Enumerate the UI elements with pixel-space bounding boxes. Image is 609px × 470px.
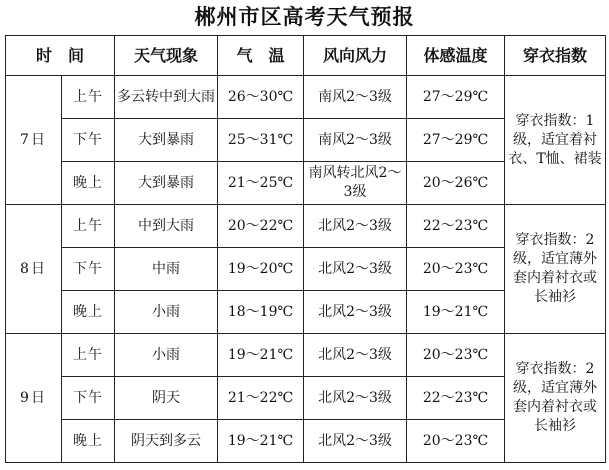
- header-wind: 风向风力: [304, 36, 407, 76]
- day-cell: 8日: [6, 205, 62, 334]
- wind-cell: 北风2～3级: [304, 248, 407, 291]
- period-cell: 下午: [62, 377, 115, 420]
- weather-cell: 大到暴雨: [115, 119, 218, 162]
- forecast-table: [5, 35, 606, 463]
- feel-cell: 27～29℃: [407, 119, 505, 162]
- temp-cell: 19～21℃: [218, 420, 304, 463]
- page-title: 郴州市区高考天气预报: [194, 5, 415, 29]
- weather-cell: 阴天到多云: [115, 420, 218, 463]
- day-cell: 9日: [6, 334, 62, 463]
- table-row: [6, 76, 606, 119]
- header-feel: 体感温度: [407, 36, 505, 76]
- period-cell: 晚上: [62, 162, 115, 205]
- weather-cell: 中雨: [115, 248, 218, 291]
- header-weather: 天气现象: [115, 36, 218, 76]
- temp-cell: 19～21℃: [218, 334, 304, 377]
- feel-cell: 22～23℃: [407, 377, 505, 420]
- feel-cell: 20～23℃: [407, 420, 505, 463]
- period-cell: 下午: [62, 119, 115, 162]
- weather-cell: 多云转中到大雨: [115, 76, 218, 119]
- wind-cell: 北风2～3级: [304, 420, 407, 463]
- header-row: [6, 36, 606, 76]
- period-cell: 上午: [62, 76, 115, 119]
- feel-cell: 22～23℃: [407, 205, 505, 248]
- weather-cell: 阴天: [115, 377, 218, 420]
- period-cell: 晚上: [62, 420, 115, 463]
- feel-cell: 19～21℃: [407, 291, 505, 334]
- wind-cell: 南风2～3级: [304, 119, 407, 162]
- temp-cell: 26～30℃: [218, 76, 304, 119]
- feel-cell: 20～26℃: [407, 162, 505, 205]
- temp-cell: 21～22℃: [218, 377, 304, 420]
- weather-cell: 大到暴雨: [115, 162, 218, 205]
- wind-cell: 南风转北风2～3级: [304, 162, 407, 205]
- header-advice: 穿衣指数: [505, 36, 606, 76]
- advice-cell: 穿衣指数：2级，适宜薄外套内着衬衣或长袖衫: [505, 334, 606, 463]
- temp-cell: 18～19℃: [218, 291, 304, 334]
- table-row: [6, 334, 606, 377]
- weather-cell: 小雨: [115, 291, 218, 334]
- table-row: [6, 205, 606, 248]
- weather-cell: 小雨: [115, 334, 218, 377]
- period-cell: 上午: [62, 205, 115, 248]
- wind-cell: 北风2～3级: [304, 334, 407, 377]
- header-time: 时 间: [6, 36, 115, 76]
- weather-cell: 中到大雨: [115, 205, 218, 248]
- temp-cell: 20～22℃: [218, 205, 304, 248]
- advice-cell: 穿衣指数：1级，适宜着衬衣、T恤、裙装: [505, 76, 606, 205]
- day-cell: 7日: [6, 76, 62, 205]
- temp-cell: 19～20℃: [218, 248, 304, 291]
- period-cell: 晚上: [62, 291, 115, 334]
- period-cell: 下午: [62, 248, 115, 291]
- temp-cell: 21～25℃: [218, 162, 304, 205]
- wind-cell: 北风2～3级: [304, 291, 407, 334]
- period-cell: 上午: [62, 334, 115, 377]
- wind-cell: 北风2～3级: [304, 205, 407, 248]
- header-temp: 气 温: [218, 36, 304, 76]
- feel-cell: 20～23℃: [407, 248, 505, 291]
- wind-cell: 北风2～3级: [304, 377, 407, 420]
- advice-cell: 穿衣指数：2级，适宜薄外套内着衬衣或长袖衫: [505, 205, 606, 334]
- wind-cell: 南风2～3级: [304, 76, 407, 119]
- temp-cell: 25～31℃: [218, 119, 304, 162]
- feel-cell: 27～29℃: [407, 76, 505, 119]
- feel-cell: 20～23℃: [407, 334, 505, 377]
